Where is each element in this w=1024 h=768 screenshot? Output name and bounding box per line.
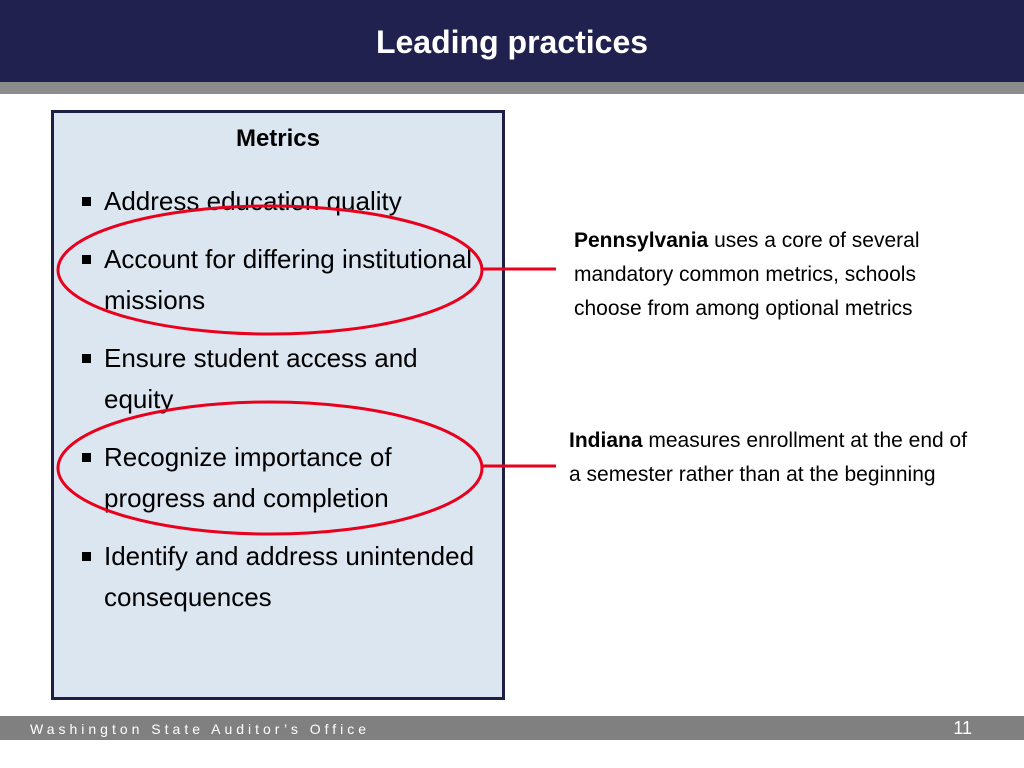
metric-text: Ensure student access and equity [104, 343, 418, 414]
metric-text: Account for differing institutional missions [104, 244, 473, 315]
metrics-heading: Metrics [235, 125, 321, 152]
state-name: Pennsylvania [574, 229, 709, 252]
page-number: 11 [953, 718, 972, 738]
highlight-ellipse-progress [58, 402, 482, 534]
highlight-ellipse-missions [58, 206, 482, 334]
callout-text: uses a core of several mandatory common metrics, schools choose from among optional metrics [574, 229, 920, 320]
pennsylvania-callout [574, 224, 924, 326]
metric-text: Recognize importance of progress and completion [104, 442, 392, 513]
callout-text: measures enrollment at the end of a semester rather than at the beginning [569, 429, 968, 486]
metric-text: Identify and address unintended consequences [104, 541, 475, 612]
metric-text: Address education quality [104, 186, 402, 216]
state-name: Indiana [569, 429, 643, 452]
indiana-callout [569, 424, 969, 492]
footer-org-name: Washington State Auditor’s Office [30, 721, 371, 737]
slide-title: Leading practices [375, 24, 649, 60]
